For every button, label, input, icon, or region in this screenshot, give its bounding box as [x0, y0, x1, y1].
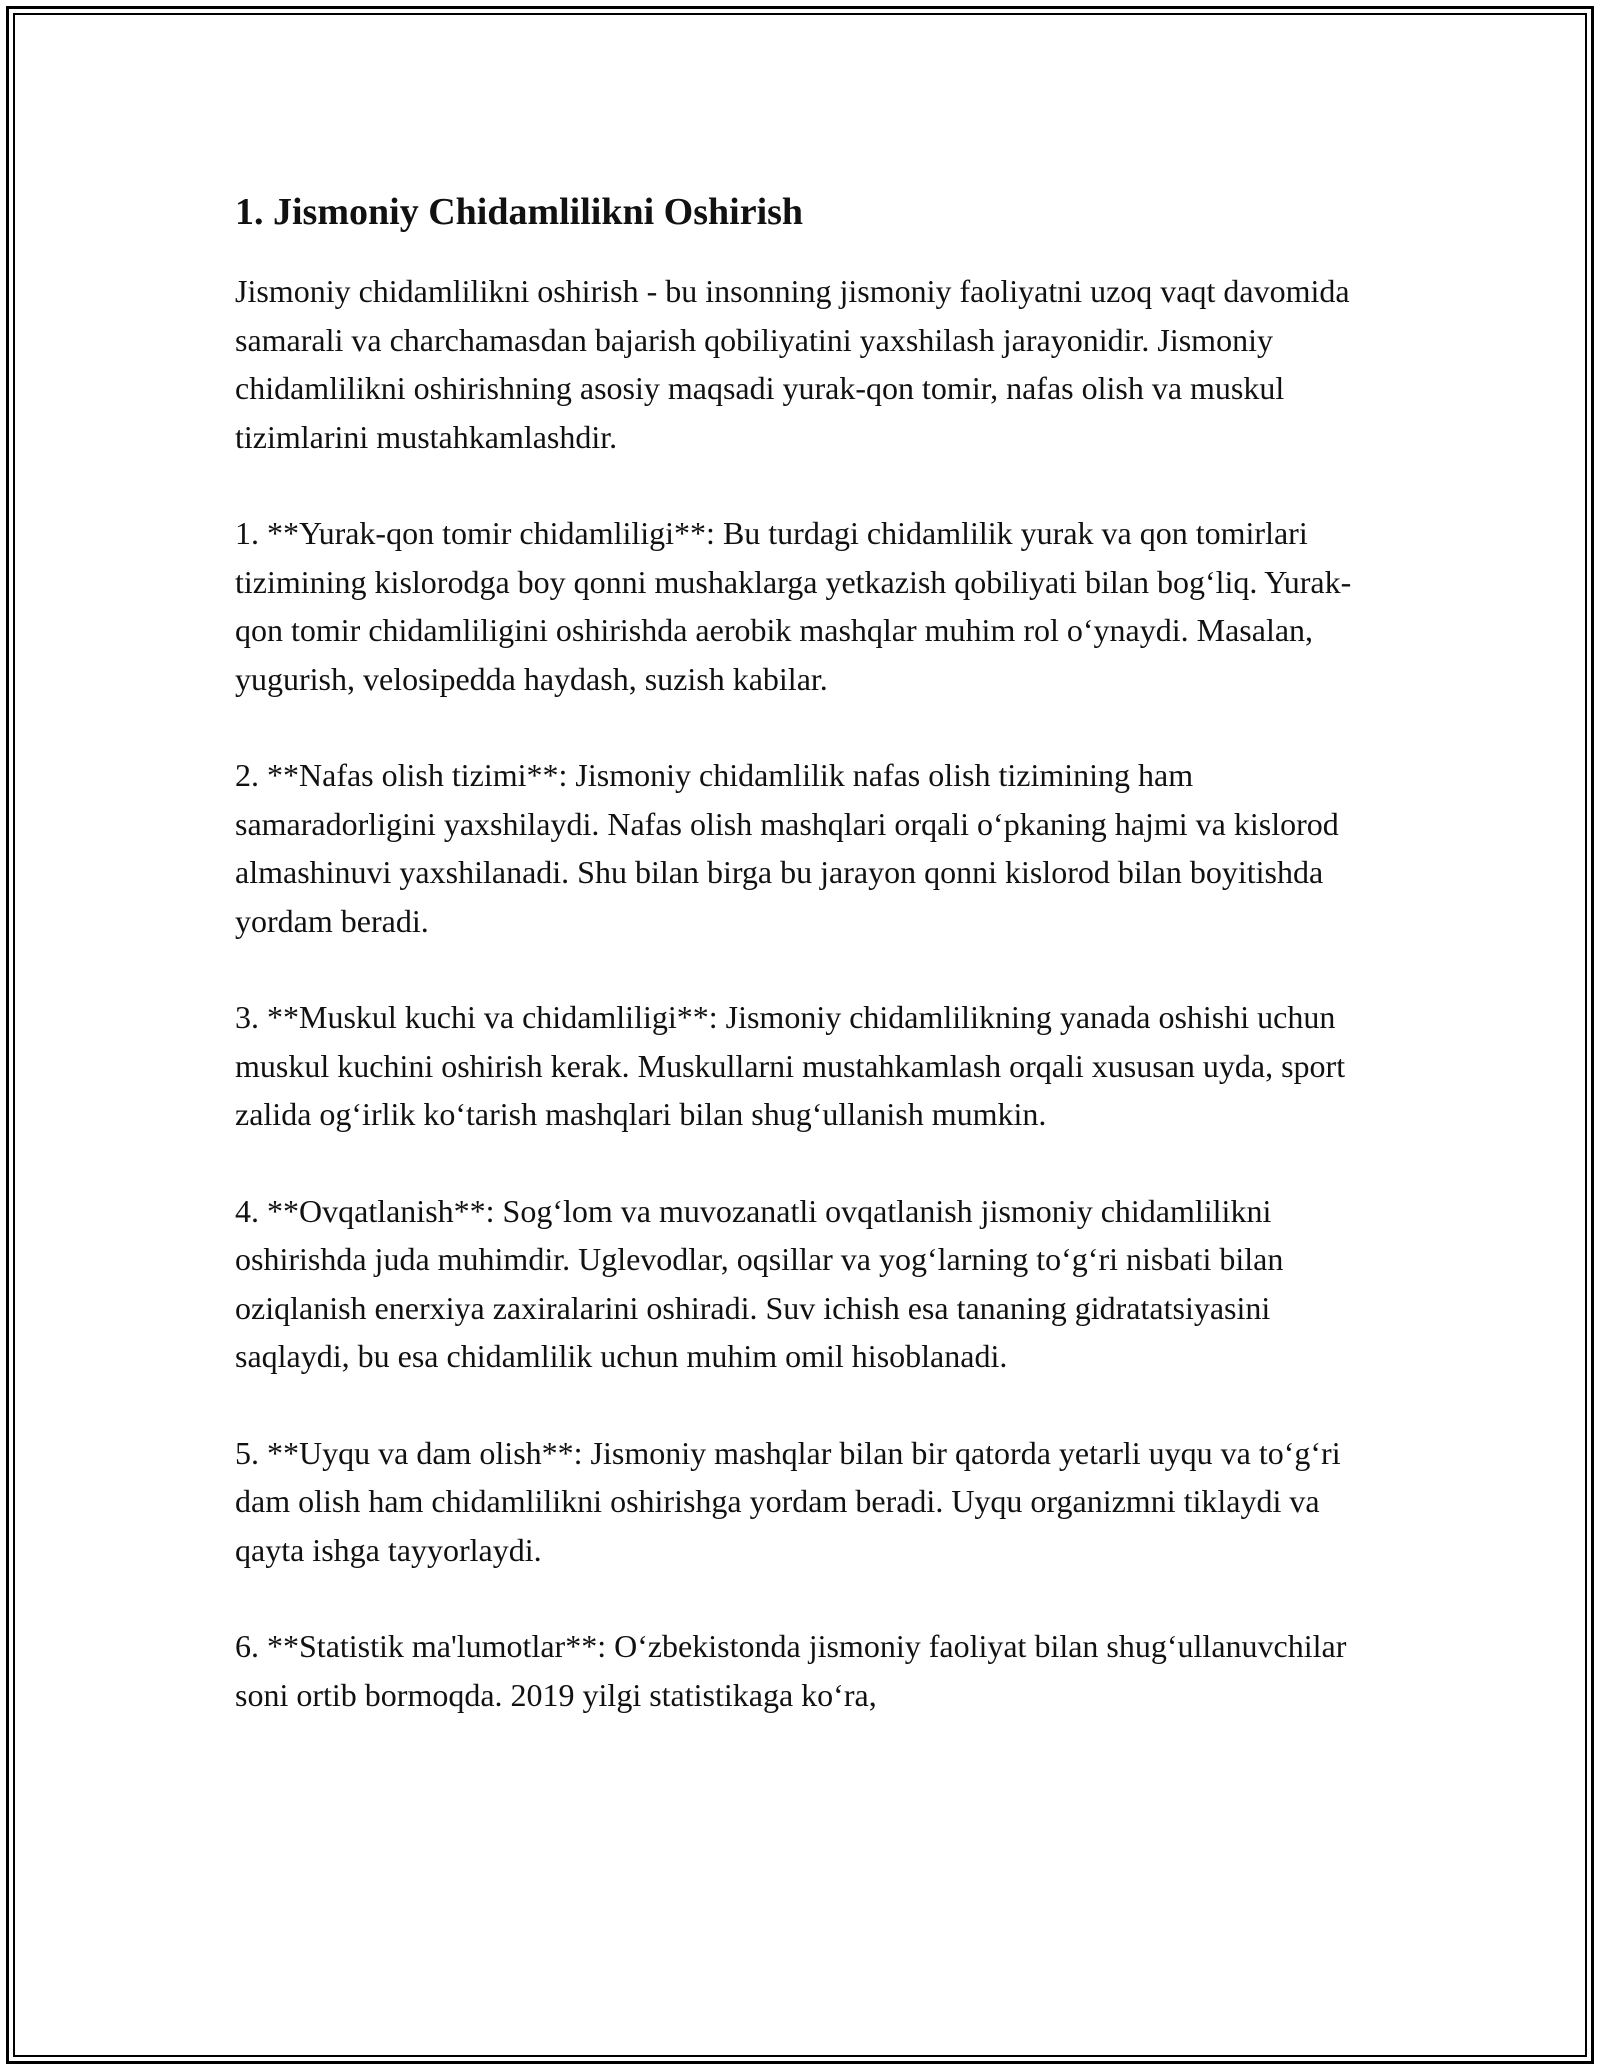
paragraph-cardiovascular: 1. **Yurak-qon tomir chidamliligi**: Bu turdagi chidamlilik yurak va qon tomirlari tizimining kislorodga boy qonni mushaklarga yetkazish qobiliyati bilan bog‘liq. Yurak-qon tomir chidamliligini oshirishda aerobik mashqlar muhim rol o‘ynaydi. Masalan, yugurish, velosipedda haydash, suzish kabilar.	[235, 515, 1352, 697]
section-heading: 1. Jismoniy Chidamlilikni Oshirish	[235, 191, 804, 233]
paragraph-muscle: 3. **Muskul kuchi va chidamliligi**: Jismoniy chidamlilikning yanada oshishi uchun muskul kuchini oshirish kerak. Muskullarni mustahkamlash orqali xususan uyda, sport zalida og‘irlik ko‘tarish mashqlari bilan shug‘ullanish mumkin.	[235, 999, 1346, 1132]
paragraph-nutrition: 4. **Ovqatlanish**: Sog‘lom va muvozanatli ovqatlanish jismoniy chidamlilikni oshirishda juda muhimdir. Uglevodlar, oqsillar va yog‘larning to‘g‘ri nisbati bilan oziqlanish enerxiya zaxiralarini oshiradi. Suv ichish esa tananing gidratatsiyasini saqlaydi, bu esa chidamlilik uchun muhim omil hisoblanadi.	[235, 1192, 1284, 1374]
paragraph-respiratory: 2. **Nafas olish tizimi**: Jismoniy chidamlilik nafas olish tizimining ham samaradorligini yaxshilaydi. Nafas olish mashqlari orqali o‘pkaning hajmi va kislorod almashinuvi yaxshilanadi. Shu bilan birga bu jarayon qonni kislorod bilan boyitishda yordam beradi.	[235, 757, 1339, 939]
paragraph-statistics: 6. **Statistik ma'lumotlar**: O‘zbekistonda jismoniy faoliyat bilan shug‘ullanuvchilar soni ortib bormoqda. 2019 yilgi statistikaga ko‘ra,	[235, 1628, 1347, 1713]
paragraph-sleep: 5. **Uyqu va dam olish**: Jismoniy mashqlar bilan bir qatorda yetarli uyqu va to‘g‘ri dam olish ham chidamlilikni oshirishga yordam beradi. Uyqu organizmni tiklaydi va qayta ishga tayyorlaydi.	[235, 1434, 1341, 1568]
intro-paragraph: Jismoniy chidamlilikni oshirish - bu insonning jismoniy faoliyatni uzoq vaqt davomida samarali va charchamasdan bajarish qobiliyatini yaxshilash jarayonidir. Jismoniy chidamlilikni oshirishning asosiy maqsadi yurak-qon tomir, nafas olish va muskul tizimlarini mustahkamlashdir.	[235, 273, 1350, 455]
document-body	[235, 185, 1375, 1767]
